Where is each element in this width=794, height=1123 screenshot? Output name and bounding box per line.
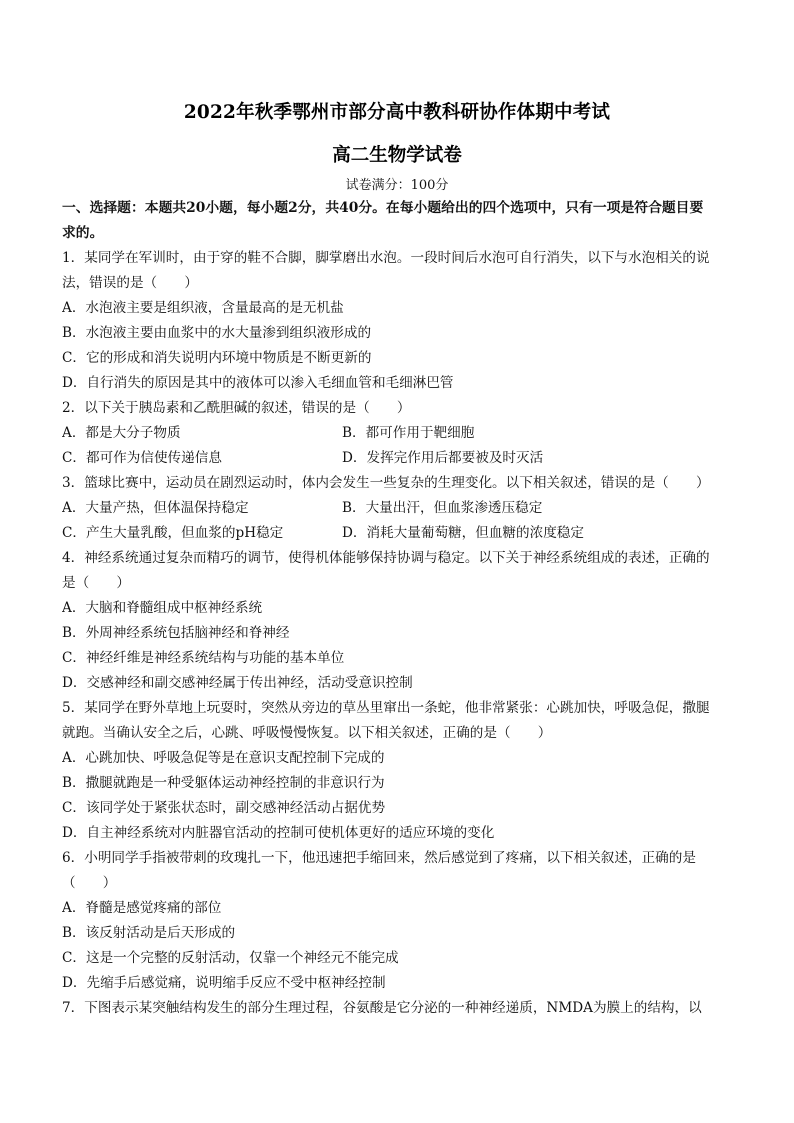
total-score: 试卷满分：100分 — [345, 178, 449, 193]
q1-option-c: C．它的形成和消失说明内环境中物质是不断更新的 — [62, 350, 372, 366]
q4-option-d: D．交感神经和副交感神经属于传出神经，活动受意识控制 — [62, 675, 413, 691]
q1-option-d: D．自行消失的原因是其中的液体可以渗入毛细血管和毛细淋巴管 — [62, 375, 454, 391]
q1-option-a: A．水泡液主要是组织液，含量最高的是无机盐 — [62, 300, 344, 316]
q3-options-row1 — [62, 499, 732, 517]
q6-stem-line2: （ ） — [62, 875, 117, 891]
q2-option-d: D．发挥完作用后都要被及时灭活 — [342, 450, 544, 466]
q4-stem-line1: 4．神经系统通过复杂而精巧的调节，使得机体能够保持协调与稳定。以下关于神经系统组成的表述，正确的 — [62, 550, 710, 566]
q6-option-b: B．该反射活动是后天形成的 — [62, 925, 236, 941]
q3-option-d: D．消耗大量葡萄糖，但血糖的浓度稳定 — [342, 525, 584, 541]
q3-stem: 3．篮球比赛中，运动员在剧烈运动时，体内会发生一些复杂的生理变化。以下相关叙述，错误的是（ ） — [62, 475, 710, 491]
q4-option-c: C．神经纤维是神经系统结构与功能的基本单位 — [62, 650, 345, 666]
q5-option-a: A．心跳加快、呼吸急促等是在意识支配控制下完成的 — [62, 750, 385, 766]
q2-option-b: B．都可作用于靶细胞 — [342, 425, 475, 441]
q1-option-b: B．水泡液主要由血浆中的水大量渗到组织液形成的 — [62, 325, 372, 341]
q6-option-a: A．脊髓是感觉疼痛的部位 — [62, 900, 222, 916]
q4-stem-line2: 是（ ） — [62, 575, 130, 591]
q1-stem-line1: 1．某同学在军训时，由于穿的鞋不合脚，脚掌磨出水泡。一段时间后水泡可自行消失，以下与水泡相关的说 — [62, 250, 710, 266]
exam-subtitle: 高二生物学试卷 — [332, 145, 462, 166]
section-heading-line1: 一、选择题：本题共20小题，每小题2分，共40分。在每小题给出的四个选项中，只有一项是符合题目要 — [62, 200, 704, 216]
q4-option-a: A．大脑和脊髓组成中枢神经系统 — [62, 600, 263, 616]
q7-stem-line1: 7．下图表示某突触结构发生的部分生理过程，谷氨酸是它分泌的一种神经递质，NMDA为膜上的结构，以 — [62, 1000, 702, 1016]
q4-option-b: B．外周神经系统包括脑神经和脊神经 — [62, 625, 290, 641]
q2-option-a: A．都是大分子物质 — [62, 425, 181, 441]
q3-option-a: A．大量产热，但体温保持稳定 — [62, 500, 249, 516]
q5-stem-line2: 就跑。当确认安全之后，心跳、呼吸慢慢恢复。以下相关叙述，正确的是（ ） — [62, 725, 552, 741]
q5-option-c: C．该同学处于紧张状态时，副交感神经活动占据优势 — [62, 800, 386, 816]
q3-option-b: B．大量出汗，但血浆渗透压稳定 — [342, 500, 543, 516]
section-heading-line2: 求的。 — [62, 225, 104, 241]
q1-stem-line2: 法，错误的是（ ） — [62, 275, 198, 291]
q6-option-c: C．这是一个完整的反射活动，仅靠一个神经元不能完成 — [62, 950, 399, 966]
q3-options-row2 — [62, 524, 732, 542]
q5-stem-line1: 5．某同学在野外草地上玩耍时，突然从旁边的草丛里窜出一条蛇，他非常紧张：心跳加快，呼吸急促，撒腿 — [62, 700, 710, 716]
q5-option-b: B．撒腿就跑是一种受躯体运动神经控制的非意识行为 — [62, 775, 385, 791]
q2-option-c: C．都可作为信使传递信息 — [62, 450, 222, 466]
q6-option-d: D．先缩手后感觉痛，说明缩手反应不受中枢神经控制 — [62, 975, 386, 991]
exam-title: 2022年秋季鄂州市部分高中教科研协作体期中考试 — [183, 102, 611, 123]
q2-options-row1 — [62, 424, 732, 442]
q2-stem: 2．以下关于胰岛素和乙酰胆碱的叙述，错误的是（ ） — [62, 400, 411, 416]
q3-option-c: C．产生大量乳酸，但血浆的pH稳定 — [62, 525, 284, 541]
q5-option-d: D．自主神经系统对内脏器官活动的控制可使机体更好的适应环境的变化 — [62, 825, 495, 841]
q6-stem-line1: 6．小明同学手指被带刺的玫瑰扎一下，他迅速把手缩回来，然后感觉到了疼痛，以下相关叙述，正确的是 — [62, 850, 696, 866]
q2-options-row2 — [62, 449, 732, 467]
